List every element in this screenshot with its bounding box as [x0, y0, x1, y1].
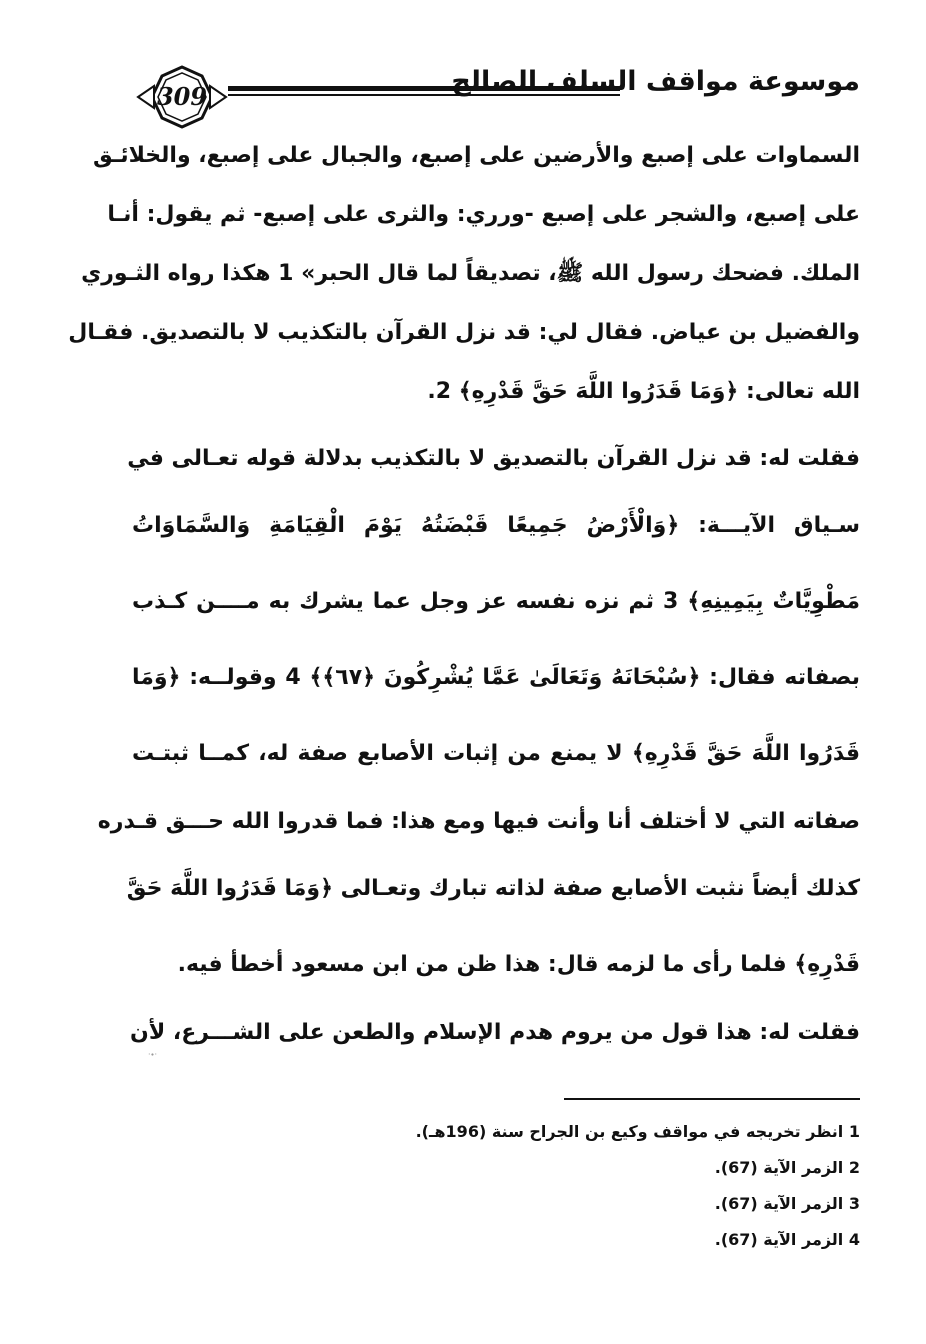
footnote-separator — [564, 1098, 860, 1100]
scan-speck: ·∙· — [148, 1050, 158, 1059]
footnote-4: 4 الزمر الآية (67). — [714, 1230, 860, 1249]
text-line: الله تعالى: ﴿وَمَا قَدَرُوا اللَّهَ حَقَّ قَدْرِهِ﴾ 2. — [427, 379, 860, 404]
text-line: والفضيل بن عياض. فقال لي: قد نزل القرآن بالتكذيب لا بالتصديق. فقـال — [68, 320, 860, 345]
text-line: فقلت له: هذا قول من يروم هدم الإسلام والطعن على الشـــرع، لأن — [130, 1020, 860, 1045]
text-line: سـياق الآيـــة: ﴿وَالْأَرْضُ جَمِيعًا قَبْضَتُهُ يَوْمَ الْقِيَامَةِ وَالسَّمَاوَاتُ — [132, 513, 860, 538]
footnotes — [260, 1114, 860, 1258]
text-line: قَدْرِهِ﴾ فلما رأى ما لزمه قال: هذا ظن من ابن مسعود أخطأ فيه. — [177, 952, 860, 977]
text-line: فقلت له: قد نزل القرآن بالتصديق لا بالتكذيب بدلالة قوله تعـالى في — [127, 446, 860, 471]
footnote-1: 1 انظر تخريجه في مواقف وكيع بن الجراح سنة (196هـ). — [415, 1122, 860, 1141]
page-number: 309 — [156, 82, 208, 111]
text-line: السماوات على إصبع والأرضين على إصبع، والجبال على إصبع، والخلائـق — [92, 143, 860, 168]
footnote-2: 2 الزمر الآية (67). — [714, 1158, 860, 1177]
page-header — [132, 62, 860, 132]
book-title: موسوعة مواقف السلف الصالح — [451, 66, 860, 97]
text-line: كذلك أيضاً نثبت الأصابع صفة لذاته تبارك وتعـالى ﴿وَمَا قَدَرُوا اللَّهَ حَقَّ — [126, 876, 860, 901]
main-text — [68, 126, 860, 1062]
footnote-3: 3 الزمر الآية (67). — [714, 1194, 860, 1213]
text-line: بصفاته فقال: ﴿سُبْحَانَهُ وَتَعَالَىٰ عَمَّا يُشْرِكُونَ ﴿٦٧﴾﴾ 4 وقولــه: ﴿وَمَا — [132, 665, 860, 690]
text-line: قَدَرُوا اللَّهَ حَقَّ قَدْرِهِ﴾ لا يمنع من إثبات الأصابع صفة له، كمــا ثبتـت — [132, 741, 860, 766]
text-line: على إصبع، والشجر على إصبع -ورري: والثرى على إصبع- ثم يقول: أنـا — [107, 202, 860, 227]
text-line: مَطْوِيَّاتٌ بِيَمِينِهِ﴾ 3 ثم نزه نفسه عز وجل عما يشرك به مــــن كـذب — [132, 589, 860, 614]
page-number-badge — [132, 62, 232, 132]
text-line: الملك. فضحك رسول الله ﷺ، تصديقاً لما قال الحبر» 1 هكذا رواه الثـوري — [81, 261, 860, 286]
text-line: صفاته التي لا أختلف أنا وأنت فيها ومع هذا: فما قدروا الله حـــق قـدره — [97, 809, 860, 834]
